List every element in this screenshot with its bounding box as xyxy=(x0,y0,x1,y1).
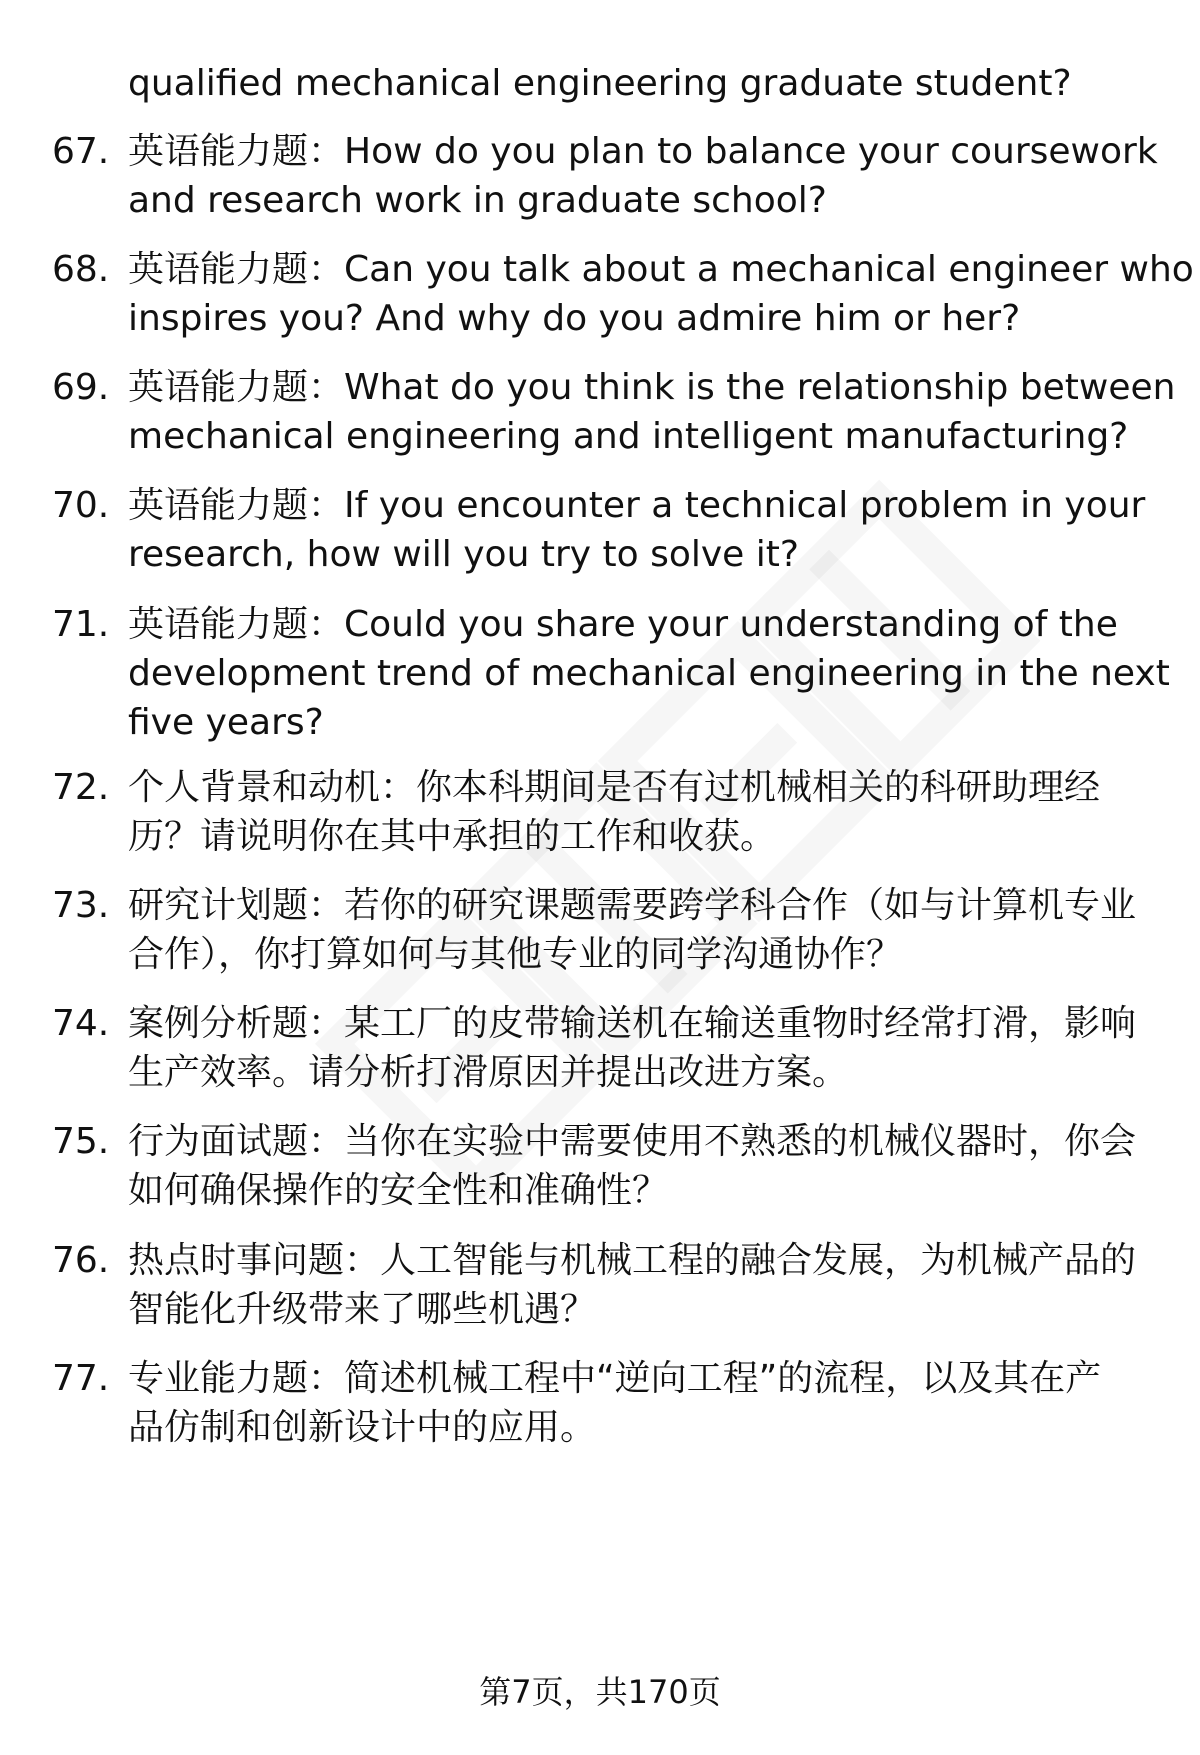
question-number: 68. xyxy=(52,249,110,290)
question-line: 行为面试题：当你在实验中需要使用不熟悉的机械仪器时，你会 xyxy=(128,1121,1137,1162)
question-number: 70. xyxy=(52,485,110,526)
question-line: development trend of mechanical engineering in the next xyxy=(128,653,1170,694)
question-text xyxy=(128,1117,1173,1215)
question-line: five years? xyxy=(128,702,324,743)
question-line: 案例分析题：某工厂的皮带输送机在输送重物时经常打滑，影响 xyxy=(128,1003,1137,1044)
question-text xyxy=(128,1354,1173,1452)
question-number: 71. xyxy=(52,604,110,645)
question-text xyxy=(128,363,1176,461)
question-line: mechanical engineering and intelligent manufacturing? xyxy=(128,416,1129,457)
question-text xyxy=(128,600,1173,747)
question-line: 英语能力题：What do you think is the relationship between xyxy=(128,367,1176,408)
question-line: 个人背景和动机：你本科期间是否有过机械相关的科研助理经 xyxy=(128,767,1101,808)
question-number: 72. xyxy=(52,767,110,808)
question-line: research, how will you try to solve it? xyxy=(128,534,799,575)
question-line: 如何确保操作的安全性和准确性？ xyxy=(128,1170,669,1211)
question-line: inspires you? And why do you admire him or her? xyxy=(128,298,1021,339)
page-number-footer: 第7页，共170页 xyxy=(479,1673,721,1711)
question-line: 历？请说明你在其中承担的工作和收获。 xyxy=(128,816,777,857)
question-line: 英语能力题：How do you plan to balance your coursework xyxy=(128,131,1158,172)
question-text xyxy=(128,481,1173,579)
question-text xyxy=(128,881,1173,979)
question-text xyxy=(128,1236,1173,1334)
question-number: 77. xyxy=(52,1358,110,1399)
question-number: 73. xyxy=(52,885,110,926)
question-text xyxy=(128,59,1173,108)
question-line: 智能化升级带来了哪些机遇？ xyxy=(128,1289,597,1330)
question-number: 76. xyxy=(52,1240,110,1281)
question-text xyxy=(128,999,1173,1097)
question-line: 合作），你打算如何与其他专业的同学沟通协作？ xyxy=(128,934,903,975)
question-line: 品仿制和创新设计中的应用。 xyxy=(128,1407,597,1448)
question-line: qualified mechanical engineering graduate student? xyxy=(128,63,1072,104)
question-number: 75. xyxy=(52,1121,110,1162)
question-line: 英语能力题：Could you share your understanding of the xyxy=(128,604,1118,645)
question-number: 74. xyxy=(52,1003,110,1044)
question-text xyxy=(128,763,1173,861)
question-line: 研究计划题：若你的研究课题需要跨学科合作（如与计算机专业 xyxy=(128,885,1137,926)
question-line: 英语能力题：If you encounter a technical problem in your xyxy=(128,485,1146,526)
question-line: 专业能力题：简述机械工程中“逆向工程”的流程，以及其在产 xyxy=(128,1358,1102,1399)
question-number: 69. xyxy=(52,367,110,408)
question-line: 热点时事问题：人工智能与机械工程的融合发展，为机械产品的 xyxy=(128,1240,1137,1281)
question-line: 英语能力题：Can you talk about a mechanical engineer who xyxy=(128,249,1194,290)
question-line: 生产效率。请分析打滑原因并提出改进方案。 xyxy=(128,1052,849,1093)
question-line: and research work in graduate school? xyxy=(128,180,827,221)
question-text xyxy=(128,245,1194,343)
question-number: 67. xyxy=(52,131,110,172)
question-text xyxy=(128,127,1173,225)
